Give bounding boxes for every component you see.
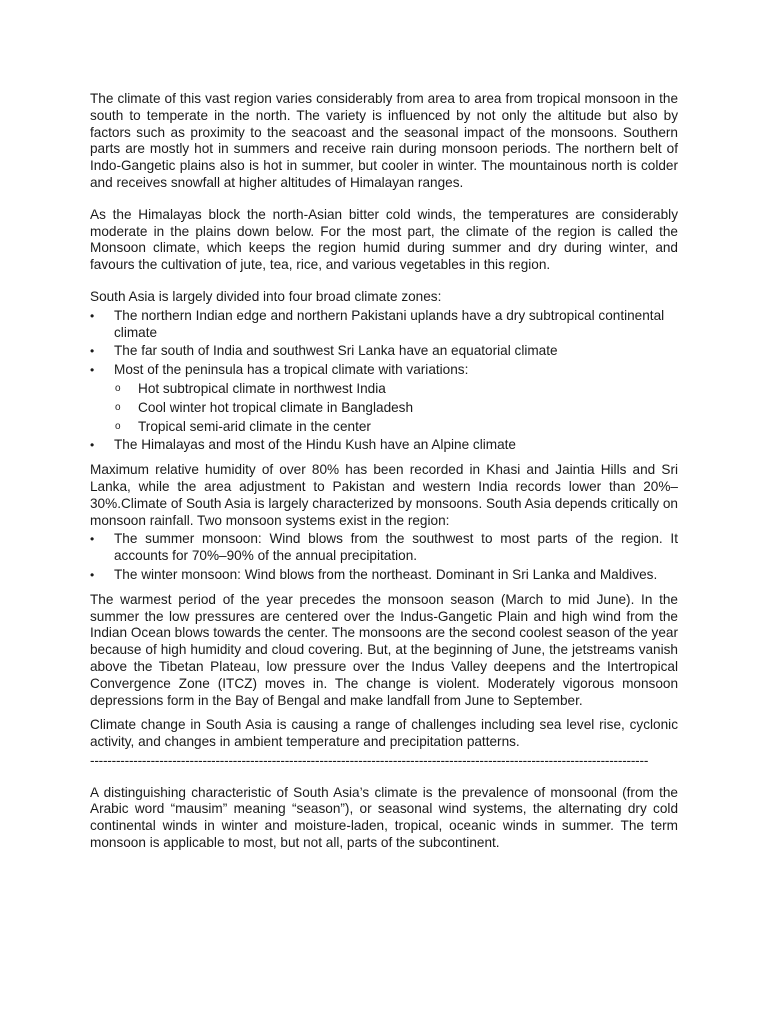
paragraph-climate-change: Climate change in South Asia is causing a range of challenges including sea level rise, cyclonic activity, and changes in ambient temperature and precipitation patterns. (90, 717, 678, 750)
paragraph-himalayas: As the Himalayas block the north-Asian bitter cold winds, the temperatures are considerably moderate in the plains down below. For the most part, the climate of the region is called the Monsoon climate, which keeps the region humid during summer and dry during winter, and favours the cultivation of jute, tea, rice, and various vegetables in this region. (90, 206, 678, 273)
document-page (90, 91, 678, 852)
sub-list (114, 381, 678, 435)
list-item-text: The Himalayas and most of the Hindu Kush have an Alpine climate (114, 437, 516, 453)
sub-bullet-icon: o (115, 382, 121, 394)
list-item-text: The winter monsoon: Wind blows from the northeast. Dominant in Sri Lanka and Maldives. (114, 566, 658, 582)
sub-list-item-text: Tropical semi-arid climate in the center (138, 418, 371, 434)
sub-list-item-text: Hot subtropical climate in northwest India (138, 380, 386, 396)
climate-zones-list (90, 308, 678, 454)
bullet-icon: • (90, 567, 95, 582)
list-item (90, 308, 678, 342)
list-item-text: The far south of India and southwest Sri Lanka have an equatorial climate (114, 343, 558, 359)
list-item-text: The summer monsoon: Wind blows from the southwest to most parts of the region. It accounts for 70%–90% of the annual precipitation. (114, 531, 678, 564)
bullet-icon: • (90, 438, 95, 453)
bullet-icon: • (90, 308, 95, 323)
sub-list-item (114, 381, 678, 398)
section-divider: --------------------------------------------------------------------------------------------------------------------------------- (90, 752, 649, 768)
sub-list-item (114, 419, 678, 436)
paragraph-climate-overview: The climate of this vast region varies considerably from area to area from tropical monsoon in the south to temperate in the north. The variety is influenced by not only the altitude but also by factors such as proximity to the seacoast and the seasonal impact of the monsoons. Southern parts are mostly hot in summers and receive rain during monsoon periods. The northern belt of Indo-Gangetic plains also is hot in summer, but cooler in winter. The mountainous north is colder and receives snowfall at higher altitudes of Himalayan ranges. (90, 91, 678, 190)
list-item (90, 343, 678, 360)
list-item (90, 437, 678, 454)
sub-bullet-icon: o (115, 420, 121, 432)
paragraph-monsoon-characteristic: A distinguishing characteristic of South Asia’s climate is the prevalence of monsoonal (from the Arabic word “mausim” meaning “season”), or seasonal wind systems, the alternating dry cold continental winds in winter and moisture-laden, tropical, oceanic winds in summer. The term monsoon is applicable to most, but not all, parts of the subcontinent. (90, 784, 678, 851)
list-item (90, 531, 678, 565)
paragraph-warmest-period: The warmest period of the year precedes the monsoon season (March to mid June). In the summer the low pressures are centered over the Indus-Gangetic Plain and high wind from the Indian Ocean blows towards the center. The monsoons are the second coolest season of the year because of high humidity and cloud covering. But, at the beginning of June, the jetstreams vanish above the Tibetan Plateau, low pressure over the Indus Valley deepens and the Intertropical Convergence Zone (ITCZ) moves in. The change is violent. Moderately vigorous monsoon depressions form in the Bay of Bengal and make landfall from June to September. (90, 591, 678, 708)
sub-list-item (114, 400, 678, 417)
list-item (90, 567, 678, 584)
list-item (90, 362, 678, 435)
sub-list-item-text: Cool winter hot tropical climate in Bangladesh (138, 399, 414, 415)
list-item-text: The northern Indian edge and northern Pakistani uplands have a dry subtropical continental climate (114, 307, 665, 340)
bullet-icon: • (90, 532, 95, 547)
monsoon-systems-list (90, 531, 678, 583)
bullet-icon: • (90, 363, 95, 378)
paragraph-humidity: Maximum relative humidity of over 80% has been recorded in Khasi and Jaintia Hills and Sri Lanka, while the area adjustment to Pakistan and western India records lower than 20%–30%.Climate of South Asia is largely characterized by monsoons. South Asia depends critically on monsoon rainfall. Two monsoon systems exist in the region: (90, 462, 678, 528)
sub-bullet-icon: o (115, 401, 121, 413)
paragraph-climate-zones-intro: South Asia is largely divided into four broad climate zones: (90, 288, 442, 304)
list-item-text: Most of the peninsula has a tropical climate with variations: (114, 362, 469, 378)
bullet-icon: • (90, 344, 95, 359)
